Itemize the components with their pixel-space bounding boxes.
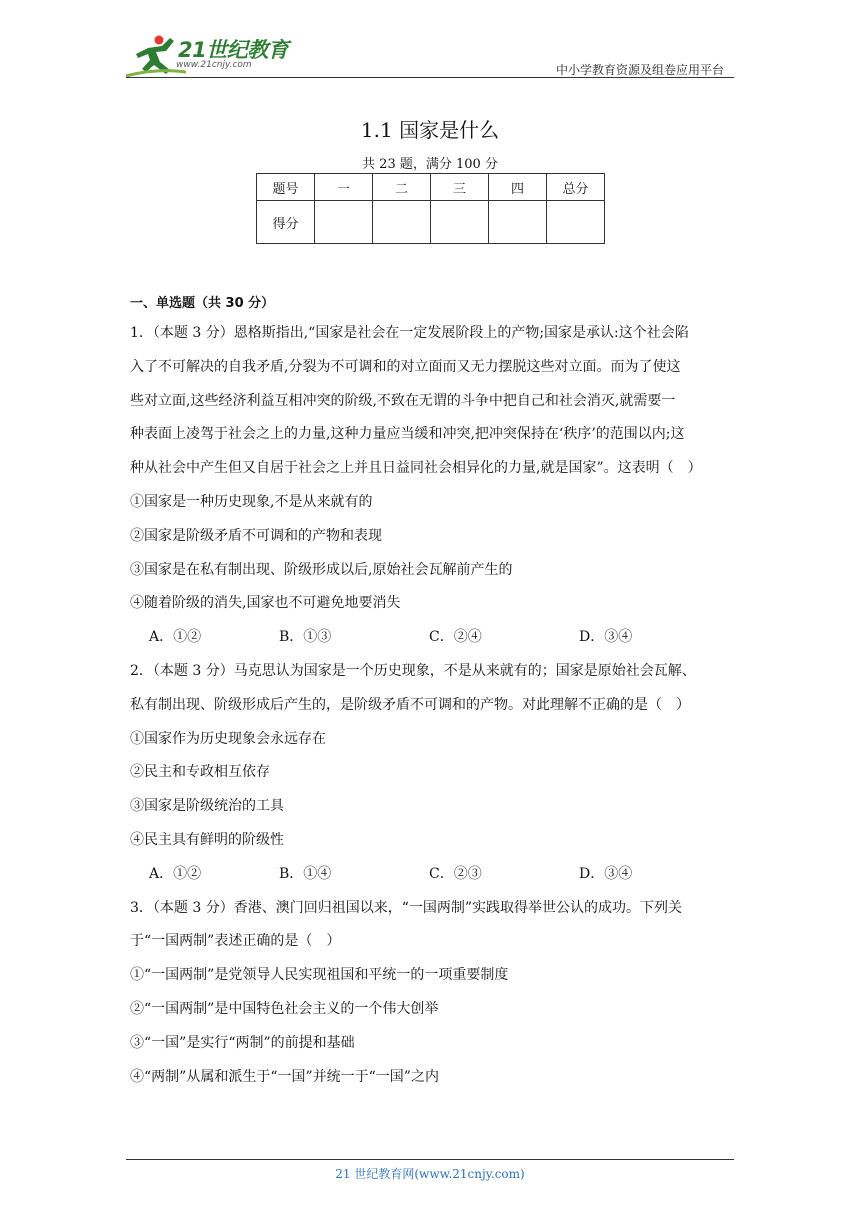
score-cell	[315, 201, 373, 244]
score-cell	[431, 201, 489, 244]
choice-c[interactable]: C．②④	[429, 629, 482, 646]
page-header	[0, 0, 860, 80]
score-table-header-cell: 三	[431, 174, 489, 201]
question-stem-line: 2．（本题 3 分）马克思认为国家是一个历史现象，不是从来就有的；国家是原始社会瓦解、	[130, 662, 696, 679]
score-table-header-cell: 二	[373, 174, 431, 201]
score-cell	[547, 201, 605, 244]
score-cell	[373, 201, 431, 244]
score-table-header-cell: 总分	[547, 174, 605, 201]
score-table-header-cell: 一	[315, 174, 373, 201]
choice-a[interactable]: A．①②	[149, 865, 202, 882]
score-row-label: 得分	[257, 201, 315, 244]
score-cell	[489, 201, 547, 244]
choice-d[interactable]: D．③④	[579, 865, 633, 882]
statement-item: ③“一国”是实行“两制”的前提和基础	[130, 1034, 355, 1051]
question-1	[130, 317, 740, 655]
statement-item: ②民主和专政相互依存	[130, 764, 270, 781]
question-3	[130, 892, 740, 1095]
score-table-header-cell: 四	[489, 174, 547, 201]
score-table-header-cell: 题号	[257, 174, 315, 201]
question-stem-line: 私有制出现、阶级形成后产生的，是阶级矛盾不可调和的产物。对此理解不正确的是（ ）	[130, 696, 690, 713]
platform-caption: 中小学教育资源及组卷应用平台	[555, 63, 724, 77]
question-stem-line: 于“一国两制”表述正确的是（ ）	[130, 933, 341, 950]
header-divider	[126, 77, 734, 78]
choice-d[interactable]: D．③④	[579, 629, 633, 646]
footer-divider	[126, 1159, 734, 1160]
choice-b[interactable]: B．①④	[279, 865, 332, 882]
statement-item: ②国家是阶级矛盾不可调和的产物和表现	[130, 527, 382, 544]
answer-choices	[130, 858, 740, 892]
statement-item: ④“两制”从属和派生于“一国”并统一于“一国”之内	[130, 1068, 439, 1085]
statement-item: ④民主具有鲜明的阶级性	[130, 831, 284, 848]
choice-c[interactable]: C．②③	[429, 865, 482, 882]
score-table	[256, 173, 605, 244]
page-title: 1.1 国家是什么	[360, 118, 500, 142]
question-2	[130, 655, 740, 892]
question-stem-line: 3．（本题 3 分）香港、澳门回归祖国以来，“一国两制”实践取得举世公认的成功。下列关	[130, 899, 683, 916]
question-stem-line: 入了不可解决的自我矛盾,分裂为不可调和的对立面而又无力摆脱这些对立面。而为了使这	[130, 358, 681, 375]
logo-text: 21世纪教育	[178, 38, 289, 62]
logo-url: www.21cnjy.com	[176, 60, 252, 70]
question-stem-line: 种表面上凌驾于社会之上的力量,这种力量应当缓和冲突,把冲突保持在‘秩序’的范围以内;这	[130, 426, 685, 443]
statement-item: ②“一国两制”是中国特色社会主义的一个伟大创举	[130, 1000, 439, 1017]
footer-link[interactable]: 21 世纪教育网(www.21cnjy.com)	[335, 1167, 525, 1181]
statement-item: ④随着阶级的消失,国家也不可避免地要消失	[130, 595, 401, 612]
statement-item: ③国家是在私有制出现、阶级形成以后,原始社会瓦解前产生的	[130, 561, 513, 578]
score-table-header-row	[257, 174, 605, 201]
question-content	[130, 291, 740, 1094]
question-stem-line: 1．（本题 3 分）恩格斯指出,“国家是社会在一定发展阶段上的产物;国家是承认:这个社会陷	[130, 325, 689, 341]
statement-item: ①国家作为历史现象会永远存在	[130, 730, 326, 747]
choice-b[interactable]: B．①③	[279, 629, 332, 646]
statement-item: ①国家是一种历史现象,不是从来就有的	[130, 493, 373, 510]
exam-summary: 共 23 题，满分 100 分	[362, 157, 498, 172]
statement-item: ①“一国两制”是党领导人民实现祖国和平统一的一项重要制度	[130, 967, 509, 984]
question-stem-line: 些对立面,这些经济利益互相冲突的阶级,不致在无谓的斗争中把自己和社会消灭,就需要一	[130, 392, 676, 409]
section-heading: 一、单选题（共 30 分）	[130, 296, 275, 311]
answer-choices	[130, 621, 740, 655]
question-stem-line: 种从社会中产生但又自居于社会之上并且日益同社会相异化的力量,就是国家”。这表明（ ）	[130, 460, 702, 477]
statement-item: ③国家是阶级统治的工具	[130, 798, 284, 815]
score-table-score-row	[257, 201, 605, 244]
choice-a[interactable]: A．①②	[149, 629, 202, 646]
